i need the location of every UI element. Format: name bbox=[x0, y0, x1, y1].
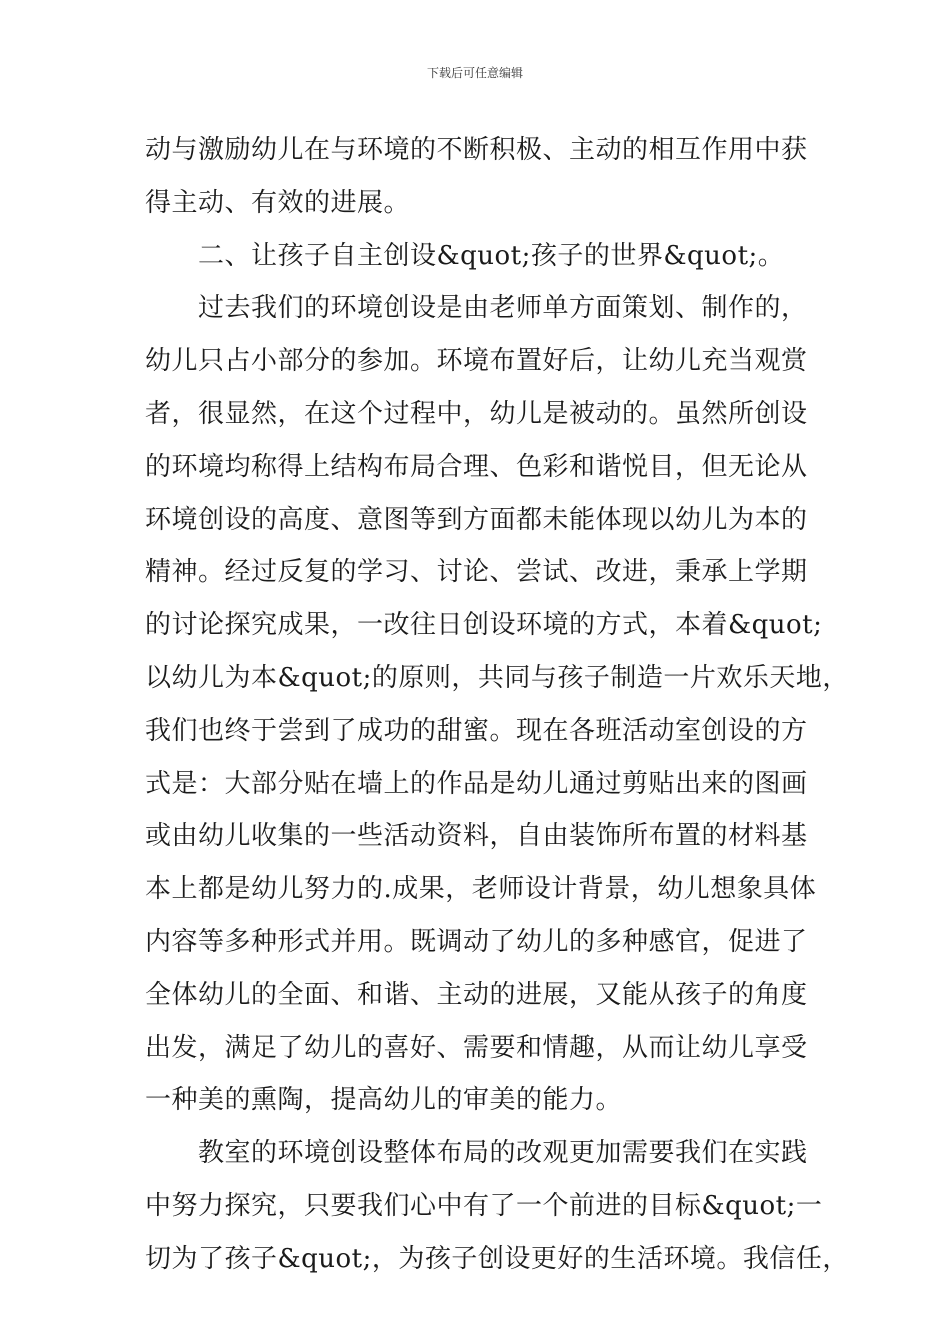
page-header: 下载后可任意编辑 bbox=[426, 66, 523, 80]
text-line: 全体幼儿的全面、和谐、主动的进展，又能从孩子的角度 bbox=[145, 979, 808, 1010]
text-line: 式是：大部分贴在墙上的作品是幼儿通过剪贴出来的图画 bbox=[145, 768, 808, 799]
text-line: 我们也终于尝到了成功的甜蜜。现在各班活动室创设的方 bbox=[145, 715, 808, 746]
text-line: 二、让孩子自主创设&quot;孩子的世界&quot;。 bbox=[145, 240, 785, 271]
text-line: 或由幼儿收集的一些活动资料，自由装饰所布置的材料基 bbox=[145, 821, 808, 852]
text-line: 动与激励幼儿在与环境的不断积极、主动的相互作用中获 bbox=[145, 135, 808, 165]
text-line: 过去我们的环境创设是由老师单方面策划、制作的， bbox=[145, 293, 808, 324]
text-line: 幼儿只占小部分的参加。环境布置好后，让幼儿充当观赏 bbox=[145, 346, 808, 377]
text-line: 精神。经过反复的学习、讨论、尝试、改进，秉承上学期 bbox=[145, 557, 808, 588]
text-line: 本上都是幼儿努力的.成果，老师设计背景，幼儿想象具体 bbox=[145, 874, 817, 905]
document-body bbox=[145, 124, 849, 1286]
text-line: 切为了孩子&quot;，为孩子创设更好的生活环境。我信任， bbox=[145, 1243, 849, 1274]
text-line: 的讨论探究成果，一改往日创设环境的方式，本着&quot; bbox=[145, 610, 823, 641]
text-line: 出发，满足了幼儿的喜好、需要和情趣，从而让幼儿享受 bbox=[145, 1032, 808, 1063]
text-line: 教室的环境创设整体布局的改观更加需要我们在实践 bbox=[145, 1138, 808, 1169]
text-line: 以幼儿为本&quot;的原则，共同与孩子制造一片欢乐天地， bbox=[145, 662, 849, 693]
text-line: 环境创设的高度、意图等到方面都未能体现以幼儿为本的 bbox=[145, 504, 808, 535]
text-line: 内容等多种形式并用。既调动了幼儿的多种感官，促进了 bbox=[145, 926, 808, 957]
text-line: 中努力探究，只要我们心中有了一个前进的目标&quot;一 bbox=[145, 1190, 823, 1221]
text-line: 得主动、有效的进展。 bbox=[145, 187, 411, 218]
text-line: 的环境均称得上结构布局合理、色彩和谐悦目，但无论从 bbox=[145, 451, 808, 482]
text-line: 一种美的熏陶，提高幼儿的审美的能力。 bbox=[145, 1085, 623, 1116]
text-line: 者，很显然，在这个过程中，幼儿是被动的。虽然所创设 bbox=[145, 398, 808, 429]
